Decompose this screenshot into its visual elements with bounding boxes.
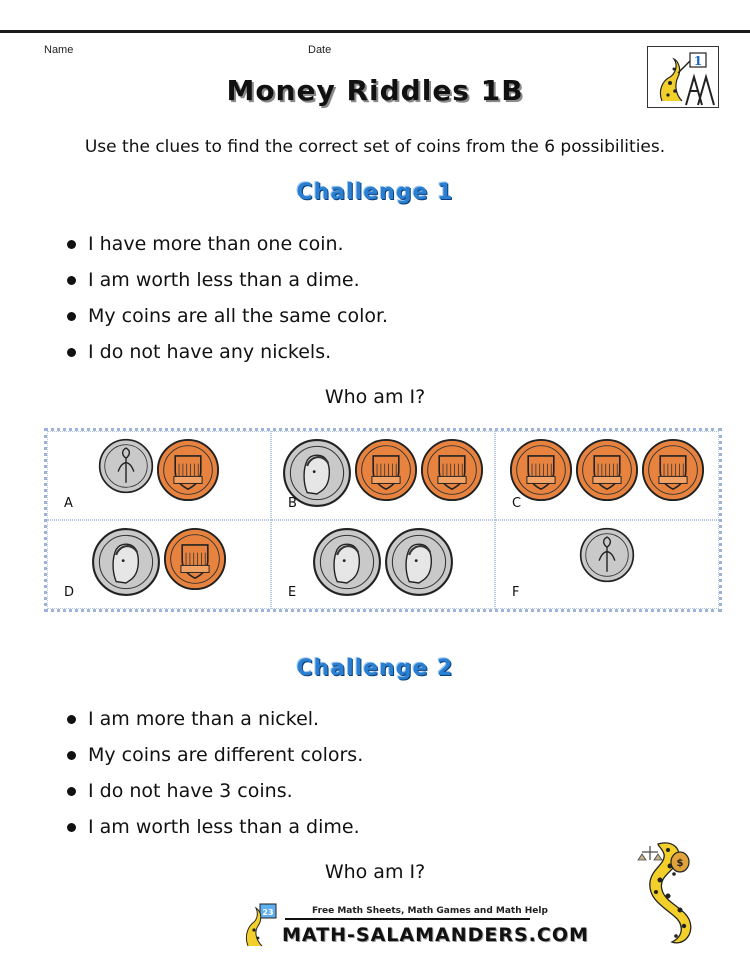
option-f[interactable] — [495, 520, 719, 609]
coin-set — [272, 438, 494, 508]
top-rule — [0, 30, 750, 33]
clue-item: My coins are different colors. — [62, 737, 363, 773]
instructions: Use the clues to find the correct set of coins from the 6 possibilities. — [84, 137, 666, 157]
penny-coin-icon — [575, 438, 639, 502]
coin-set — [496, 438, 718, 502]
challenge-2-clues — [62, 701, 363, 845]
challenge-2-heading: Challenge 2 — [296, 656, 454, 681]
challenge-1-heading: Challenge 1 — [296, 180, 454, 205]
coin-set — [48, 438, 270, 502]
nickel-coin-icon — [312, 527, 382, 597]
coin-set — [496, 527, 718, 583]
clue-item: I am worth less than a dime. — [62, 262, 388, 298]
footer-tagline: Free Math Sheets, Math Games and Math Help — [312, 906, 548, 916]
option-e[interactable] — [271, 520, 495, 609]
clue-item: My coins are all the same color. — [62, 298, 388, 334]
option-label: C — [512, 496, 522, 511]
clue-item: I am worth less than a dime. — [62, 809, 363, 845]
footer-rule — [285, 918, 530, 920]
nickel-coin-icon — [91, 527, 161, 597]
dime-coin-icon — [98, 438, 154, 494]
coin-set — [48, 527, 270, 597]
coin-options-grid — [44, 428, 722, 612]
option-label: D — [64, 585, 75, 600]
option-label: B — [288, 496, 297, 511]
clue-item: I am more than a nickel. — [62, 701, 363, 737]
option-c[interactable] — [495, 431, 719, 520]
page-title: Money Riddles 1B — [226, 74, 524, 107]
dime-coin-icon — [579, 527, 635, 583]
penny-coin-icon — [354, 438, 418, 502]
challenge-1-question: Who am I? — [324, 386, 426, 408]
date-label: Date — [308, 44, 332, 56]
challenge-2-question: Who am I? — [324, 861, 426, 883]
coin-set — [272, 527, 494, 597]
clue-item: I have more than one coin. — [62, 226, 388, 262]
clue-item: I do not have 3 coins. — [62, 773, 363, 809]
penny-coin-icon — [163, 527, 227, 591]
clue-item: I do not have any nickels. — [62, 334, 388, 370]
footer-brand[interactable]: MATH-SALAMANDERS.COM — [282, 924, 589, 946]
option-a[interactable] — [47, 431, 271, 520]
footer-logo-icon — [242, 902, 282, 948]
svg-text:$: $ — [676, 858, 684, 869]
nickel-coin-icon — [384, 527, 454, 597]
logo-digit: 1 — [693, 54, 703, 68]
option-label: A — [64, 496, 73, 511]
penny-coin-icon — [509, 438, 573, 502]
salamander-mascot-icon — [628, 838, 718, 948]
challenge-1-clues — [62, 226, 388, 370]
penny-coin-icon — [156, 438, 220, 502]
penny-coin-icon — [420, 438, 484, 502]
option-label: F — [512, 585, 520, 600]
penny-coin-icon — [641, 438, 705, 502]
name-label: Name — [44, 44, 74, 56]
option-b[interactable] — [271, 431, 495, 520]
svg-text:23: 23 — [262, 908, 274, 917]
option-d[interactable] — [47, 520, 271, 609]
option-label: E — [288, 585, 297, 600]
